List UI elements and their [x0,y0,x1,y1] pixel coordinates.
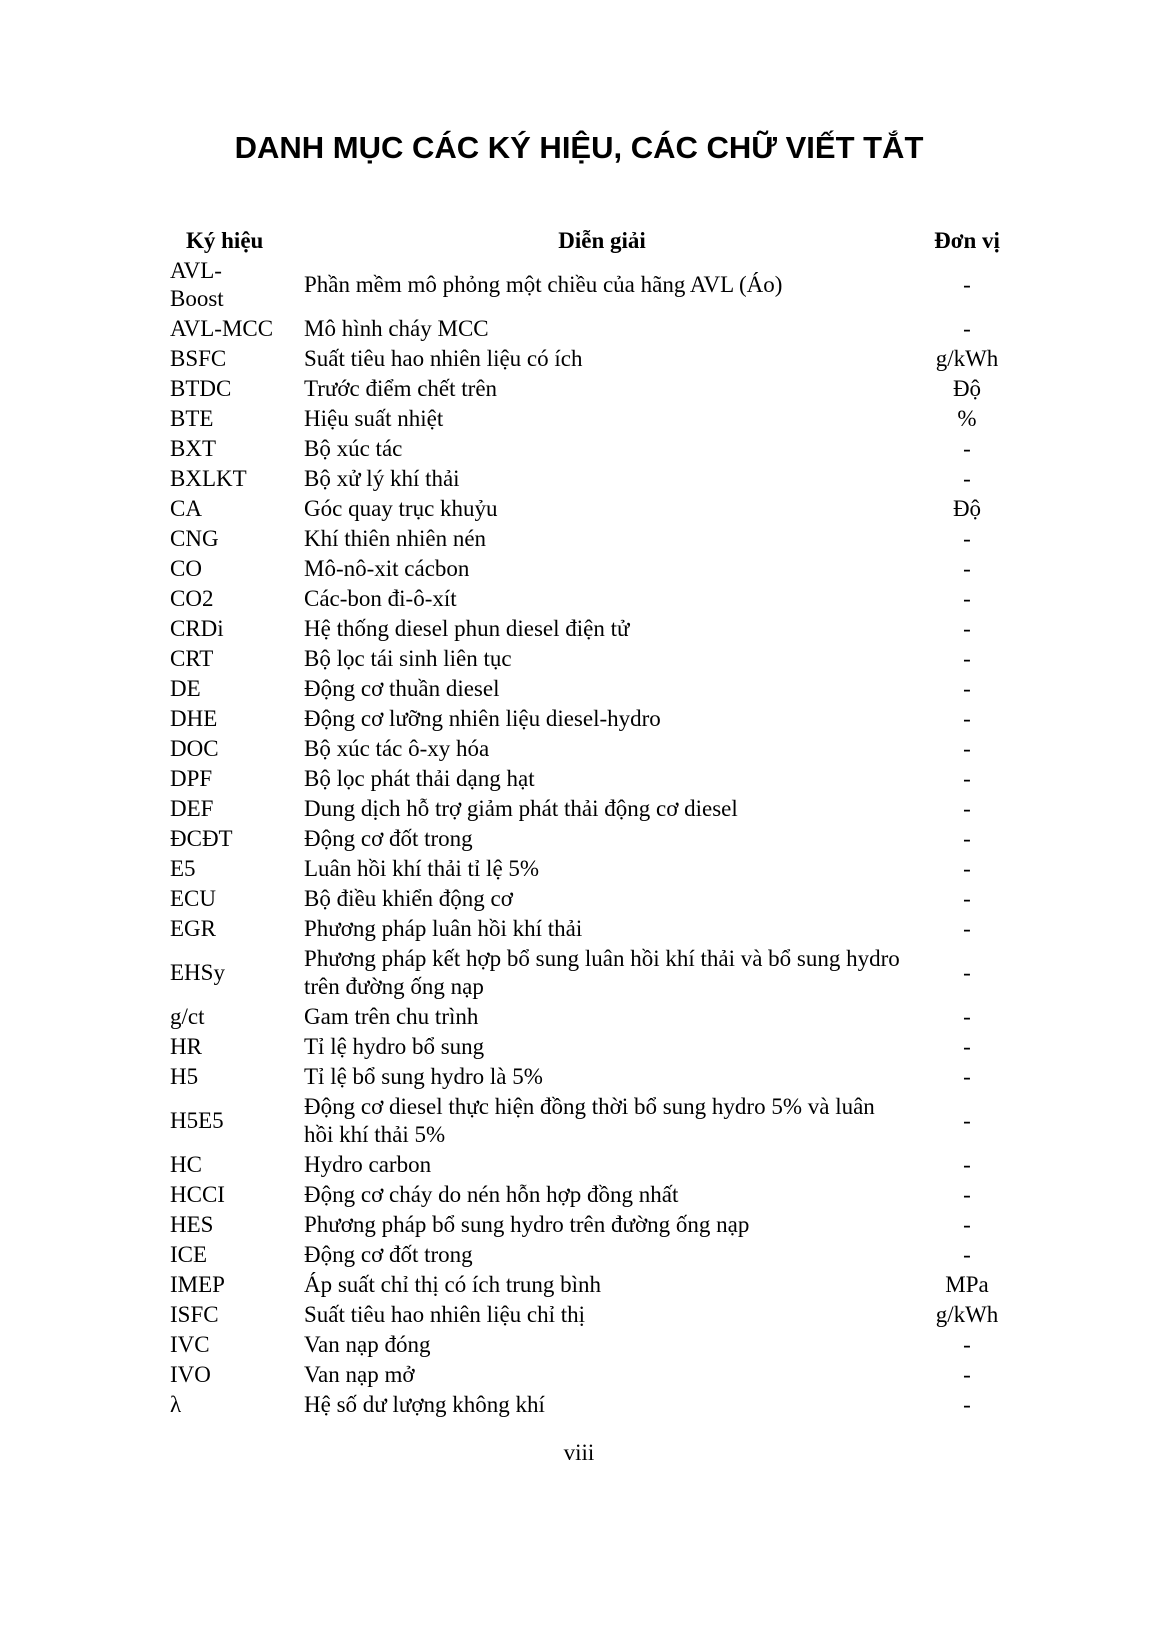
row-description: Động cơ diesel thực hiện đồng thời bổ sung hydro 5% và luân hồi khí thải 5% [304,1094,875,1147]
row-symbol: g/ct [170,1004,205,1029]
row-symbol: BTDC [170,376,232,401]
row-symbol: E5 [170,856,196,881]
row-symbol: BXLKT [170,466,247,491]
row-symbol: λ [170,1392,182,1417]
row-unit: - [963,646,971,671]
table-row [170,1270,1032,1300]
row-symbol: HCCI [170,1182,225,1207]
row-symbol: ISFC [170,1302,219,1327]
row-symbol: CRT [170,646,214,671]
row-description: Phương pháp luân hồi khí thải [304,916,583,941]
row-unit: - [963,916,971,941]
row-description: Bộ lọc phát thải dạng hạt [304,766,535,791]
row-symbol: ICE [170,1242,208,1267]
row-description: Các-bon đi-ô-xít [304,586,457,611]
table-row [170,1180,1032,1210]
table-row [170,884,1032,914]
row-unit: - [963,960,971,985]
table-row [170,1300,1032,1330]
row-description: Hydro carbon [304,1152,432,1177]
row-symbol: DHE [170,706,218,731]
row-symbol: H5 [170,1064,199,1089]
table-row [170,1002,1032,1032]
row-unit: - [963,1392,971,1417]
row-symbol: ECU [170,886,216,911]
table-row [170,794,1032,824]
row-unit: - [963,856,971,881]
table-row [170,644,1032,674]
row-symbol: HR [170,1034,202,1059]
row-unit: - [963,436,971,461]
table-row [170,1062,1032,1092]
row-description: Mô-nô-xit cácbon [304,556,470,581]
table-row [170,1092,1032,1150]
row-unit: - [963,272,971,297]
row-unit: % [957,406,977,431]
row-unit: - [963,886,971,911]
row-description: Động cơ cháy do nén hỗn hợp đồng nhất [304,1182,679,1207]
header-symbol: Ký hiệu [186,228,264,253]
row-unit: - [963,766,971,791]
row-symbol: AVL-MCC [170,316,274,341]
header-unit: Đơn vị [934,228,1000,253]
row-unit: - [963,1152,971,1177]
row-description: Suất tiêu hao nhiên liệu có ích [304,346,583,371]
table-row [170,824,1032,854]
row-symbol: DE [170,676,201,701]
row-unit: - [963,1362,971,1387]
row-unit: - [963,1332,971,1357]
table-row [170,404,1032,434]
row-symbol: DEF [170,796,214,821]
row-unit: - [963,1242,971,1267]
row-unit: g/kWh [935,1302,999,1327]
table-row [170,314,1032,344]
row-description: Bộ xúc tác [304,436,403,461]
row-description: Động cơ đốt trong [304,826,473,851]
table-row [170,1330,1032,1360]
row-symbol: CNG [170,526,219,551]
row-unit: - [963,1064,971,1089]
table-row [170,554,1032,584]
row-unit: - [963,526,971,551]
row-symbol: IMEP [170,1272,225,1297]
row-unit: Độ [952,376,982,401]
row-description: Hiệu suất nhiệt [304,406,444,431]
table-row [170,1150,1032,1180]
row-unit: Độ [952,496,982,521]
row-unit: - [963,826,971,851]
row-description: Áp suất chỉ thị có ích trung bình [304,1272,602,1297]
table-row [170,764,1032,794]
table-row [170,1240,1032,1270]
table-row [170,704,1032,734]
row-unit: g/kWh [935,346,999,371]
row-description: Động cơ đốt trong [304,1242,473,1267]
row-description: Tỉ lệ bổ sung hydro là 5% [304,1064,543,1089]
row-unit: - [963,796,971,821]
row-unit: - [963,1034,971,1059]
row-description: Van nạp đóng [304,1332,431,1357]
table-row [170,524,1032,554]
table-row [170,614,1032,644]
page-number: viii [563,1440,595,1465]
row-symbol: HC [170,1152,202,1177]
table-row [170,914,1032,944]
table-row [170,1360,1032,1390]
abbreviation-table [170,226,1032,1420]
row-unit: - [963,616,971,641]
row-symbol: H5E5 [170,1108,224,1133]
row-unit: - [963,586,971,611]
row-unit: - [963,1004,971,1029]
row-description: Khí thiên nhiên nén [304,526,487,551]
table-row [170,494,1032,524]
row-description: Bộ xúc tác ô-xy hóa [304,736,490,761]
table-row [170,344,1032,374]
row-description: Góc quay trục khuỷu [304,496,498,521]
row-description: Tỉ lệ hydro bổ sung [304,1034,485,1059]
table-row [170,1032,1032,1062]
page-title: DANH MỤC CÁC KÝ HIỆU, CÁC CHỮ VIẾT TẮT [234,130,924,165]
row-unit: - [963,1182,971,1207]
row-symbol: EGR [170,916,216,941]
row-symbol: HES [170,1212,214,1237]
row-symbol: DPF [170,766,213,791]
row-description: Phương pháp kết hợp bổ sung luân hồi khí thải và bổ sung hydro trên đường ống nạp [304,946,900,999]
table-row [170,674,1032,704]
table-row [170,434,1032,464]
row-description: Bộ xử lý khí thải [304,466,460,491]
row-unit: - [963,466,971,491]
row-unit: - [963,316,971,341]
table-row [170,854,1032,884]
row-symbol: BXT [170,436,216,461]
row-symbol: IVC [170,1332,210,1357]
row-unit: - [963,706,971,731]
row-unit: - [963,736,971,761]
table-row [170,1210,1032,1240]
row-symbol: DOC [170,736,219,761]
table-row [170,374,1032,404]
row-symbol: CRDi [170,616,224,641]
row-unit: MPa [945,1272,989,1297]
row-description: Gam trên chu trình [304,1004,479,1029]
row-unit: - [963,1212,971,1237]
row-symbol: ĐCĐT [170,826,233,851]
table-row [170,734,1032,764]
row-symbol: CO [170,556,202,581]
row-description: Động cơ thuần diesel [304,676,500,701]
row-symbol: EHSy [170,960,225,985]
row-description: Suất tiêu hao nhiên liệu chỉ thị [304,1302,586,1327]
row-description: Mô hình cháy MCC [304,316,489,341]
table-row [170,584,1032,614]
row-description: Van nạp mở [304,1362,415,1387]
row-description: Trước điểm chết trên [304,376,498,401]
row-unit: - [963,1108,971,1133]
row-symbol: AVL- Boost [170,258,224,311]
row-symbol: CO2 [170,586,214,611]
row-description: Luân hồi khí thải tỉ lệ 5% [304,856,540,881]
row-unit: - [963,676,971,701]
table-row [170,944,1032,1002]
table-row [170,256,1032,314]
row-description: Phần mềm mô phỏng một chiều của hãng AVL (Áo) [304,272,783,297]
row-description: Dung dịch hỗ trợ giảm phát thải động cơ diesel [304,796,738,821]
row-description: Hệ số dư lượng không khí [304,1392,545,1417]
row-description: Bộ điều khiển động cơ [304,886,513,911]
table-row [170,1390,1032,1420]
row-description: Phương pháp bổ sung hydro trên đường ống nạp [304,1212,750,1237]
row-symbol: BSFC [170,346,227,371]
row-description: Động cơ lưỡng nhiên liệu diesel-hydro [304,706,661,731]
table-row [170,464,1032,494]
header-description: Diễn giải [558,228,646,253]
row-description: Hệ thống diesel phun diesel điện tử [304,616,630,641]
row-symbol: IVO [170,1362,211,1387]
row-description: Bộ lọc tái sinh liên tục [304,646,512,671]
row-symbol: CA [170,496,202,521]
row-symbol: BTE [170,406,214,431]
table-header-row [170,226,1032,256]
table-body [170,256,1032,1420]
row-unit: - [963,556,971,581]
